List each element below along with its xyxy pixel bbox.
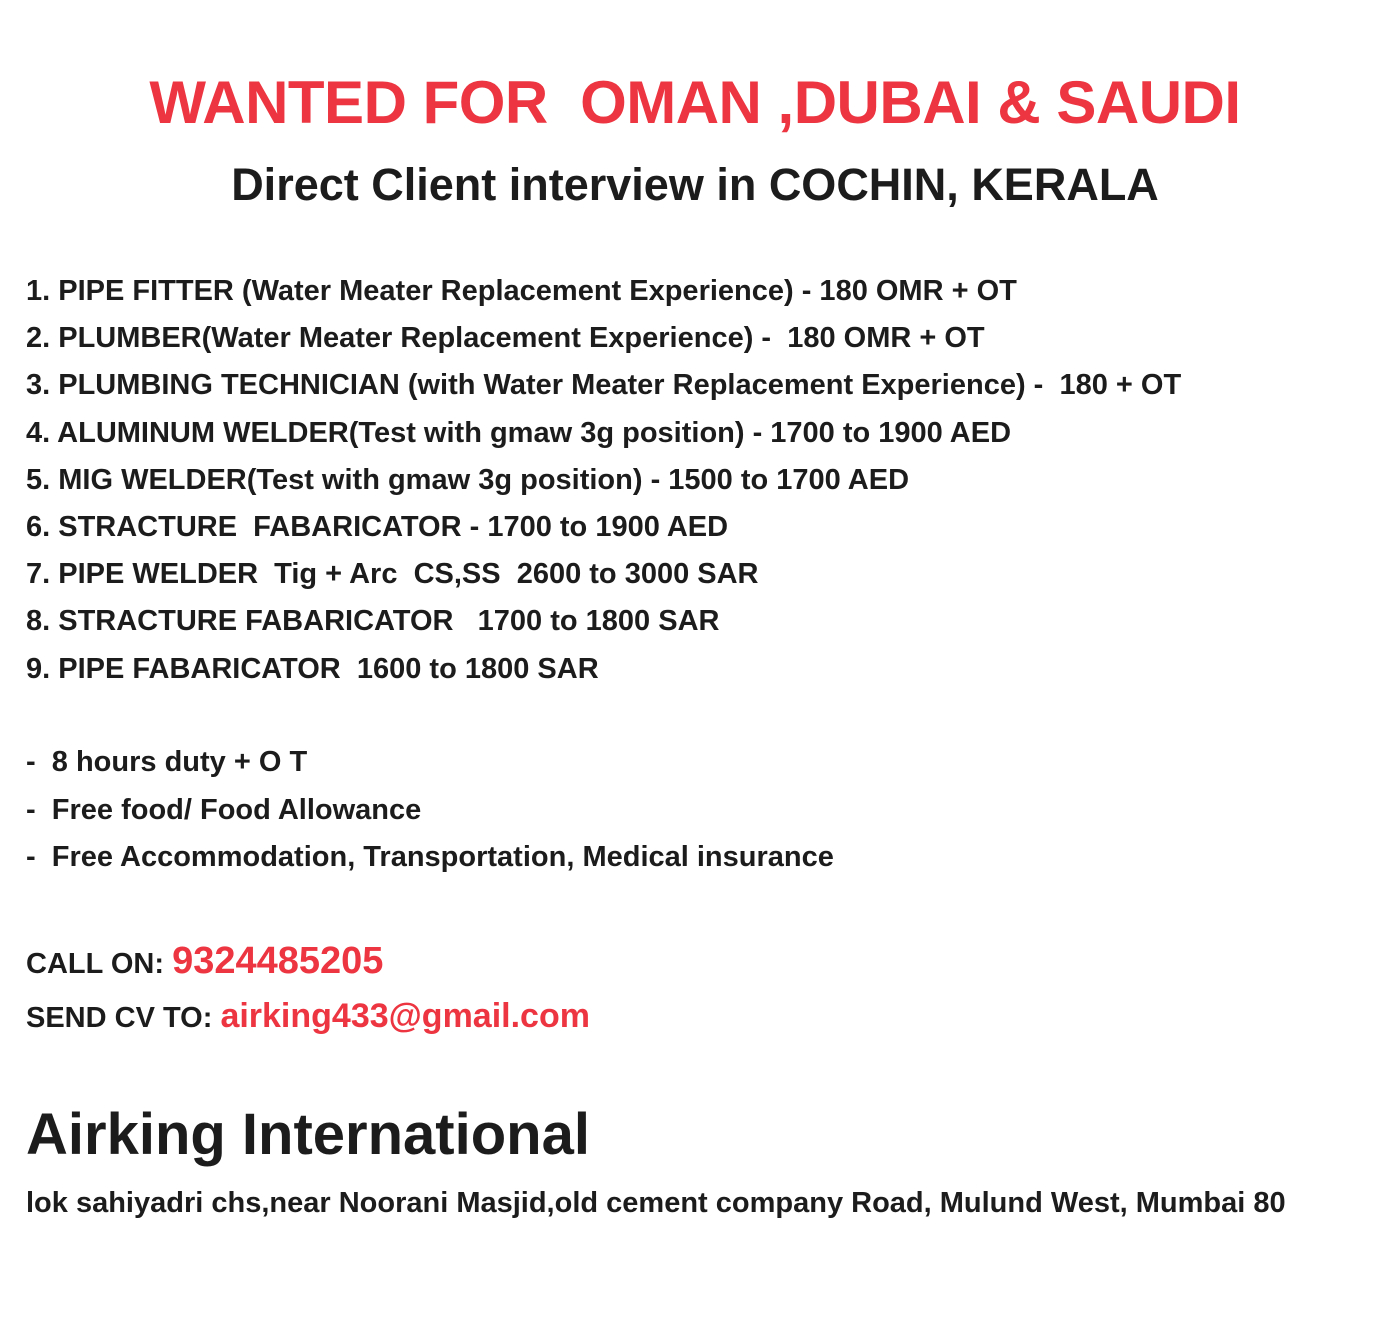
job-item: 5. MIG WELDER(Test with gmaw 3g position) - 1500 to 1700 AED <box>26 463 910 496</box>
headline: WANTED FOR OMAN ,DUBAI & SAUDI <box>149 69 1241 136</box>
benefit-list <box>26 739 834 882</box>
job-list <box>26 268 1181 693</box>
company-address: lok sahiyadri chs,near Noorani Masjid,old cement company Road, Mulund West, Mumbai 80 <box>26 1187 1286 1219</box>
job-item: 9. PIPE FABARICATOR 1600 to 1800 SAR <box>26 652 599 685</box>
subheadline: Direct Client interview in COCHIN, KERALA <box>231 159 1159 210</box>
job-item: 1. PIPE FITTER (Water Meater Replacement Experience) - 180 OMR + OT <box>26 275 1017 307</box>
phone-number[interactable]: 9324485205 <box>172 940 384 982</box>
company-name: Airking International <box>26 1102 590 1167</box>
benefit-item: - 8 hours duty + O T <box>26 746 308 778</box>
job-item: 7. PIPE WELDER Tig + Arc CS,SS 2600 to 3000 SAR <box>26 558 759 591</box>
email-address[interactable]: airking433@gmail.com <box>220 997 590 1035</box>
cv-row <box>26 990 590 1049</box>
job-item: 6. STRACTURE FABARICATOR - 1700 to 1900 AED <box>26 511 729 544</box>
job-item: 8. STRACTURE FABARICATOR 1700 to 1800 SAR <box>26 605 720 638</box>
job-item: 4. ALUMINUM WELDER(Test with gmaw 3g position) - 1700 to 1900 AED <box>26 416 1012 449</box>
call-label: CALL ON: <box>26 948 173 980</box>
benefit-item: - Free Accommodation, Transportation, Medical insurance <box>26 841 834 873</box>
call-row <box>26 932 383 998</box>
benefit-item: - Free food/ Food Allowance <box>26 793 422 826</box>
cv-label: SEND CV TO: <box>26 1002 221 1034</box>
job-item: 2. PLUMBER(Water Meater Replacement Experience) - 180 OMR + OT <box>26 322 985 355</box>
job-item: 3. PLUMBING TECHNICIAN (with Water Meater Replacement Experience) - 180 + OT <box>26 369 1182 402</box>
